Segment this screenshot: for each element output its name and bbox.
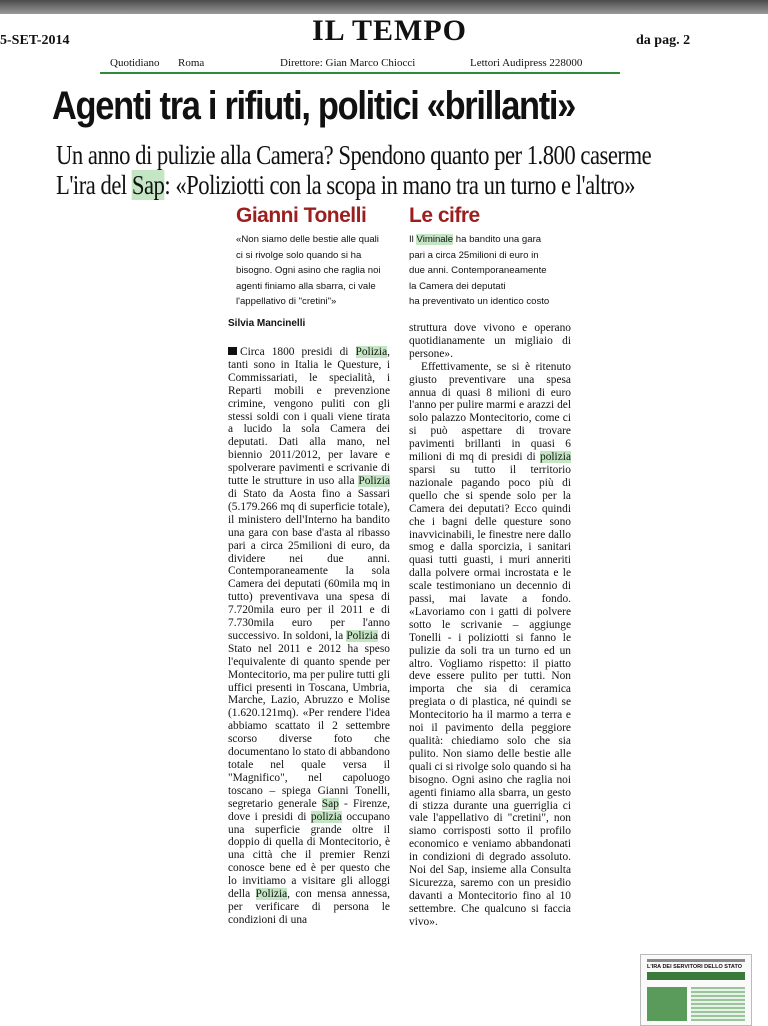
article-deck-2 (56, 170, 635, 201)
box-quote-line: l'appellativo di "cretini"» (236, 296, 337, 308)
header-rule (100, 72, 620, 74)
meta-city: Roma (178, 57, 205, 69)
top-bar (0, 0, 768, 14)
article-deck-1: Un anno di pulizie alla Camera? Spendono quanto per 1.800 caserme (56, 140, 652, 170)
body-text: occupano una superficie grande oltre il doppio di quella di Montecitorio, è una città che il premier Renzi conosce bene ed è per questo che lo invitiamo a visitare gli alloggi della (228, 810, 391, 901)
box-cifre-line: la Camera dei deputati (409, 280, 506, 292)
highlight-keyword: Polizia (355, 346, 388, 358)
body-text: , tanti sono in Italia le Questure, i Commissariati, le specialità, i Reparti mobili e prevenzione crimine, vengono puliti con gli stessi soldi con i quali viene tirata a lucido la sola Camera dei deputati. Dati alla mano, nel biennio 2011/2012, per lavare e spolverare pavimenti e scrivanie di tutte le strutture in uso alla (228, 346, 390, 488)
box-cifre-line-start: Il (409, 234, 417, 245)
body-paragraph: struttura dove vivono e operano quotidianamente un migliaio di persone». (409, 322, 571, 360)
box-cifre-highlight: Viminale (416, 234, 454, 245)
box-quote-line: bisogno. Ogni asino che raglia noi (236, 265, 381, 277)
header-page: da pag. 2 (636, 33, 691, 48)
body-text: di Stato nel 2011 e 2012 ha speso l'equivalente di quanto spende per Montecitorio, ma per pulire tutti gli uffici presenti in Toscana, Umbria, Marche, Lazio, Abruzzo e Molise (1.620.121mq). «Per rendere l'idea abbiamo scattato il 2 settembre scorso diverse foto che documentano lo stato di abbandono totale nel quale versa il "Magnifico", nel capoluogo toscano – spiega Gianni Tonelli, segretario generale (228, 629, 390, 810)
highlight-keyword: Polizia (255, 888, 288, 901)
box-cifre-line (409, 232, 549, 248)
box-quote-line: «Non siamo delle bestie alle quali (236, 234, 379, 245)
box-quote-line: agenti finiamo alla sbarra, ci vale (236, 280, 376, 292)
box-cifre-line-end: ha bandito una gara (453, 234, 542, 245)
box-title-cifre: Le cifre (409, 204, 480, 227)
deck-2-start: L'ira del (56, 170, 132, 200)
highlight-keyword: polizia (540, 451, 571, 464)
box-cifre-text (409, 232, 549, 310)
thumbnail-header-bar (647, 959, 745, 962)
box-cifre-line: due anni. Contemporaneamente (409, 265, 547, 277)
highlight-keyword: polizia (310, 810, 342, 823)
body-column-2 (409, 322, 571, 929)
box-cifre-line: ha preventivato un identico costo (409, 296, 550, 308)
byline: Silvia Mancinelli (228, 318, 306, 329)
box-title-tonelli: Gianni Tonelli (236, 204, 367, 227)
body-paragraph (409, 361, 571, 929)
meta-type: Quotidiano (110, 57, 160, 69)
deck-2-end: : «Poliziotti con la scopa in mano tra un turno e l'altro» (164, 170, 635, 200)
thumbnail-caption: L'IRA DEI SERVITORI DELLO STATO (647, 964, 743, 970)
newspaper-title: IL TEMPO (312, 14, 467, 47)
meta-readers: Lettori Audipress 228000 (470, 57, 583, 69)
deck-2-highlight: Sap (131, 170, 165, 200)
thumbnail-title-block (647, 972, 745, 980)
article-headline: Agenti tra i rifiuti, politici «brillanti» (52, 84, 576, 128)
thumbnail-photo (647, 987, 687, 1021)
highlight-keyword: Sap (321, 797, 339, 810)
box-cifre-line: pari a circa 25milioni di euro in (409, 249, 539, 261)
body-paragraph (228, 346, 390, 927)
body-text: sparsi su tutto il territorio nazionale pagando poco più di quello che si spende solo per la Camera dei deputati? Ecco quindi che i bagni delle questure sono inavvicinabili, le finestre nere dallo smog e dalla sporcizia, i sanitari quasi tutti guasti, i muri anneriti dalla polvere ormai incrostata e le scale testimoniano un decennio di passi, mai lavate a fondo. «Lavoriamo con i gatti di polvere sotto le scrivanie – aggiunge Tonelli - i poliziotti si fanno le pulizie da soli tra un turno ed un altro. Vogliamo rispetto: il piatto deve essere pulito per tutti. Non importa che sia di ceramica pregiata o di plastica, né quindi se Montecitorio ha il marmo a terra e noi il pavimento della peggiore qualità: chiediamo solo che sia pulito. Non siamo delle bestie alle quali ci si rivolge solo quando si ha bisogno. Ogni asino che raglia noi agenti finiamo alla sbarra, un gesto di stizza durante una guerriglia ci vale l'appellativo di "cretini", non siamo corrisposti sotto il profilo economico e veniamo abbandonati in condizioni di degrado assoluto. Noi del Sap, insieme alla Consulta Sicurezza, saremo con un presidio davanti a Montecitorio fino al 10 settembre. Che qualcuno si faccia vivo». (409, 463, 571, 928)
body-text: Circa 1800 presidi di (240, 346, 356, 358)
highlight-keyword: Polizia (358, 475, 390, 488)
lead-square-icon (228, 347, 237, 355)
body-text: Effettivamente, se si è ritenuto giusto preventivare una spesa annua di quasi 8 milioni di euro l'anno per pulire marmi e arazzi del solo palazzo Montecitorio, come ci si può aspettare di trovare pavimenti brillanti in quasi 6 milioni di mq di presidi di (409, 360, 571, 464)
box-quote-tonelli (236, 232, 381, 310)
thumbnail-text-block (691, 987, 745, 1021)
body-text: , con mensa annessa, per verificare di persona le condizioni di una (228, 888, 390, 926)
body-column-1 (228, 346, 390, 927)
page-thumbnail (640, 954, 752, 1026)
header-date: 5-SET-2014 (0, 33, 70, 48)
highlight-keyword: Polizia (346, 629, 378, 642)
box-quote-line: ci si rivolge solo quando si ha (236, 249, 362, 261)
body-text: di Stato da Aosta fino a Sassari (5.179.266 mq di superficie totale), il ministero dell'Interno ha bandito una gara con base d'asta al ribasso pari a circa 25milioni di euro, da dividere nei due anni. Contemporaneamente la sola Camera dei deputati (60mila mq in tutto) preventivava una spesa di 7.720mila euro per il 2011 e di 7.730mila euro per l'anno successivo. In soldoni, la (228, 487, 390, 642)
meta-director: Direttore: Gian Marco Chiocci (280, 57, 416, 69)
body-text: - Firenze, dove i presidi di (228, 797, 390, 823)
